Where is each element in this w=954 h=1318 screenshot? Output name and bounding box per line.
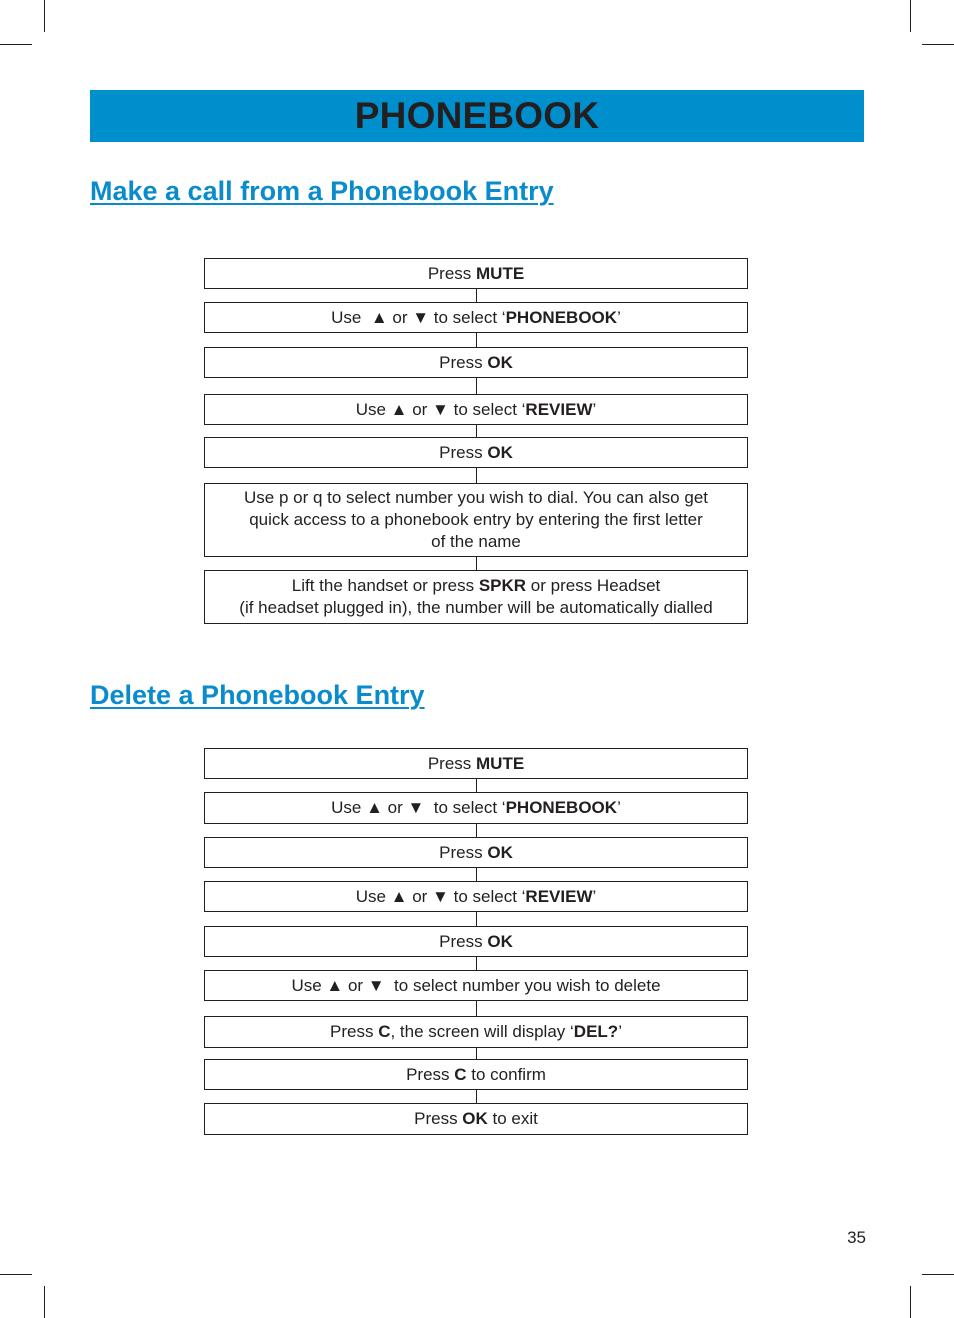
flow-step-line (428, 753, 524, 775)
make-call-flowchart (204, 258, 750, 624)
flow-connector (476, 468, 477, 483)
flow-step-line (428, 263, 524, 285)
flow-connector (476, 868, 477, 881)
flow-step (204, 302, 748, 333)
flow-step-text: (if headset plugged in), the number will be automatically dialled (239, 598, 713, 617)
flow-connector (476, 425, 477, 437)
flow-connector (476, 1001, 477, 1016)
flow-step-text: ’ (592, 886, 597, 906)
flow-connector (476, 912, 477, 926)
flow-step-line (439, 442, 513, 464)
flow-step (204, 792, 748, 824)
flow-step-text: Use ▲ or ▼ to select ‘ (331, 307, 506, 327)
flow-step-text: Use ▲ or ▼ to select ‘ (331, 798, 506, 817)
title-banner (90, 90, 864, 142)
crop-mark (922, 1274, 954, 1275)
flow-connector (476, 824, 477, 837)
flow-step-keyword: MUTE (476, 753, 525, 773)
crop-mark (922, 44, 954, 45)
flow-step-text: Press (406, 1064, 455, 1084)
flow-connector (476, 1090, 477, 1103)
flow-step-text: Press (439, 931, 488, 951)
flow-step-keyword: SPKR (478, 576, 527, 595)
flow-step (204, 1103, 748, 1135)
page-number: 35 (847, 1228, 866, 1247)
flow-step (204, 347, 748, 378)
flow-step-text: to exit (487, 1109, 538, 1128)
flow-step-line (439, 931, 513, 953)
flow-connector (476, 957, 477, 970)
flow-step (204, 970, 748, 1001)
flow-step-text: ’ (617, 307, 621, 327)
flow-step-line (356, 886, 597, 908)
flow-step-keyword: OK (462, 1109, 488, 1128)
flow-step-text: of the name (431, 532, 521, 551)
flow-step (204, 258, 748, 289)
flow-step (204, 394, 748, 425)
flow-step-keyword: OK (487, 842, 513, 862)
flow-step-text: Press (439, 842, 488, 862)
flow-step-line (292, 575, 661, 597)
flow-step-line (239, 597, 712, 619)
flow-step-text: Press (330, 1022, 379, 1041)
flow-connector (476, 1048, 477, 1059)
crop-mark (910, 1286, 911, 1318)
flow-step-text: to confirm (466, 1064, 546, 1084)
flow-step (204, 926, 748, 957)
flow-connector (476, 333, 477, 347)
flow-step-keyword: C (454, 1064, 467, 1084)
section-heading-make-call: Make a call from a Phonebook Entry (90, 176, 554, 206)
flow-step-text: Use ▲ or ▼ to select number you wish to delete (291, 975, 661, 995)
flow-step-line (331, 307, 621, 329)
flow-step-line (439, 352, 513, 374)
flow-step (204, 1059, 748, 1090)
flow-step-text: Press (439, 352, 488, 372)
flow-step-line (356, 399, 597, 421)
flow-step-text: Use p or q to select number you wish to dial. You can also get (244, 488, 708, 507)
flow-step-line (291, 975, 660, 997)
flow-step-line (414, 1108, 538, 1130)
flow-step-keyword: DEL? (573, 1022, 619, 1041)
flow-step (204, 483, 748, 557)
flow-step-line (331, 797, 621, 819)
flow-step-text: ’ (617, 798, 621, 817)
crop-mark (44, 1286, 45, 1318)
flow-step-text: Lift the handset or press (291, 576, 479, 595)
flow-connector (476, 289, 477, 302)
flow-step-text: ’ (618, 1022, 622, 1041)
page-title: PHONEBOOK (354, 95, 600, 136)
flow-step-line (249, 509, 703, 531)
flow-step (204, 1016, 748, 1048)
flow-step-text: Use ▲ or ▼ to select ‘ (355, 886, 526, 906)
flow-connector (476, 378, 477, 394)
flow-step-text: , the screen will display ‘ (390, 1022, 574, 1041)
flow-step (204, 437, 748, 468)
crop-mark (910, 0, 911, 32)
flow-step-text: Use ▲ or ▼ to select ‘ (355, 399, 526, 419)
flow-step (204, 881, 748, 912)
flow-step (204, 570, 748, 624)
flow-step-keyword: OK (487, 352, 513, 372)
flow-step-keyword: PHONEBOOK (505, 798, 618, 817)
flow-step-line (439, 842, 513, 864)
flow-connector (476, 779, 477, 792)
flow-step-text: Press (439, 442, 488, 462)
flow-step-text: or press Headset (526, 576, 661, 595)
flow-step-line (244, 487, 708, 509)
flow-step-keyword: OK (487, 442, 513, 462)
flow-step-line (330, 1021, 622, 1043)
delete-entry-flowchart (204, 748, 750, 1135)
flow-step-line (406, 1064, 546, 1086)
flow-step-keyword: OK (487, 931, 513, 951)
flow-step (204, 837, 748, 868)
flow-step-text: Press (427, 263, 476, 283)
flow-step-text: quick access to a phonebook entry by entering the first letter (249, 510, 703, 529)
crop-mark (0, 44, 32, 45)
flow-connector (476, 557, 477, 570)
crop-mark (0, 1274, 32, 1275)
flow-step-keyword: C (378, 1022, 391, 1041)
crop-mark (44, 0, 45, 32)
flow-step-keyword: REVIEW (525, 886, 593, 906)
flow-step (204, 748, 748, 779)
flow-step-keyword: REVIEW (525, 399, 593, 419)
flow-step-text: ’ (592, 399, 597, 419)
flow-step-keyword: PHONEBOOK (505, 307, 618, 327)
flow-step-text: Press (414, 1109, 463, 1128)
flow-step-line (431, 531, 521, 553)
section-heading-delete-entry: Delete a Phonebook Entry (90, 680, 425, 710)
flow-step-keyword: MUTE (476, 263, 525, 283)
flow-step-text: Press (427, 753, 476, 773)
